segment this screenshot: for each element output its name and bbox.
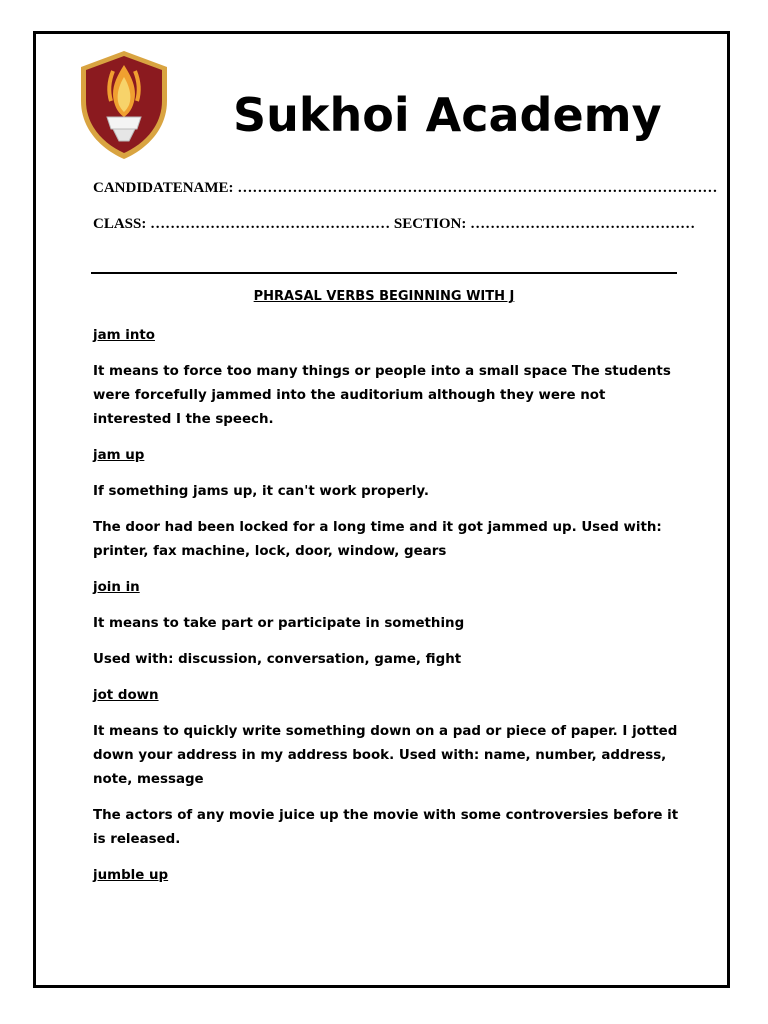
entry-paragraph: If something jams up, it can't work properly. [93,484,429,499]
class-label: CLASS: [93,216,147,232]
entry-paragraph: It means to take part or participate in something [93,616,465,631]
torch-shield-logo [77,49,171,161]
candidate-name-field [93,180,717,197]
entry-term: jumble up [93,868,169,883]
entry-paragraph: The door had been locked for a long time and it got jammed up. Used with: printer, fax machine, lock, door, window, gears [93,520,662,559]
phrasal-verb-list [93,324,683,900]
entry-term: jot down [93,688,159,703]
section-label: SECTION: [393,216,467,232]
section-blank: ……………………………………… [470,216,696,232]
entry-paragraph: It means to quickly write something down on a pad or piece of paper. I jotted down your address in my address book. Used with: name, number, address, note, message [93,724,678,787]
section-title: PHRASAL VERBS BEGINNING WITH J [253,289,515,304]
entry-paragraph: Used with: discussion, conversation, game, fight [93,652,462,667]
entry-jumble-up [93,864,683,888]
candidate-name-label: CANDIDATENAME: [93,180,234,196]
entry-jam-into [93,324,683,432]
entry-term: jam into [93,328,155,343]
entry-join-in [93,576,683,672]
entry-term: join in [93,580,140,595]
school-name: Sukhoi Academy [233,88,662,142]
class-section-field [93,216,695,233]
entry-jam-up [93,444,683,564]
entry-paragraph: The actors of any movie juice up the movie with some controversies before it is released. [93,808,679,847]
divider-rule [91,272,677,274]
entry-paragraph: It means to force too many things or people into a small space The students were forcefully jammed into the auditorium although they were not interested I the speech. [93,364,671,427]
candidate-name-blank: …………………………………………………………………………………… [237,180,718,196]
entry-jot-down [93,684,683,852]
class-blank: ………………………………………… [150,216,391,232]
entry-term: jam up [93,448,145,463]
